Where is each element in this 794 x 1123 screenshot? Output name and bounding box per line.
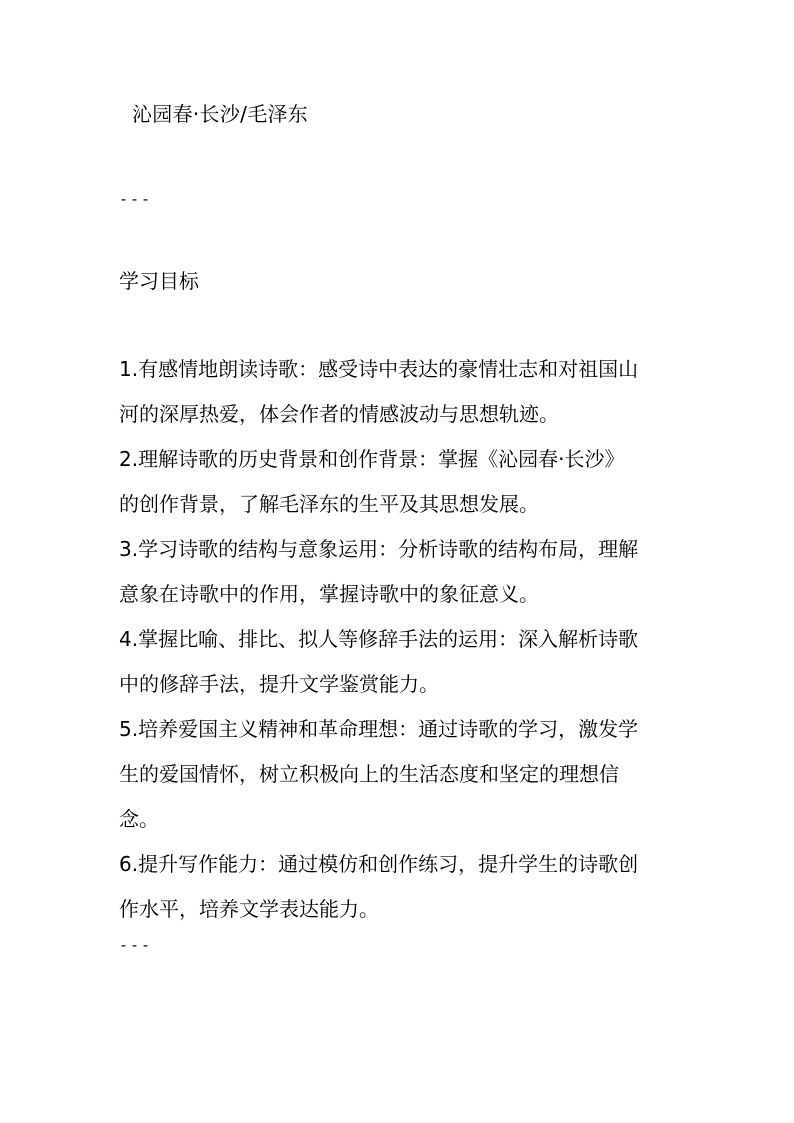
objective-line: 河的深厚热爱，体会作者的情感波动与思想轨迹。 bbox=[119, 402, 559, 426]
objective-line: 的创作背景，了解毛泽东的生平及其思想发展。 bbox=[119, 492, 539, 516]
objective-line: 4.掌握比喻、排比、拟人等修辞手法的运用：深入解析诗歌 bbox=[119, 627, 639, 651]
objective-line: 5.培养爱国主义精神和革命理想：通过诗歌的学习，激发学 bbox=[119, 717, 639, 741]
learning-objectives bbox=[119, 352, 638, 937]
objective-line: 意象在诗歌中的作用，掌握诗歌中的象征意义。 bbox=[119, 582, 539, 606]
objective-line: 3.学习诗歌的结构与意象运用：分析诗歌的结构布局，理解 bbox=[119, 537, 639, 561]
page-title: 沁园春·长沙/毛泽东 bbox=[132, 102, 309, 126]
objective-line: 作水平，培养文学表达能力。 bbox=[119, 897, 379, 921]
bottom-divider: --- bbox=[119, 936, 153, 954]
objective-line: 生的爱国情怀，树立积极向上的生活态度和坚定的理想信 bbox=[119, 762, 619, 786]
objective-line: 2.理解诗歌的历史背景和创作背景：掌握《沁园春·长沙》 bbox=[119, 447, 625, 471]
top-divider: --- bbox=[119, 190, 153, 208]
objective-line: 念。 bbox=[119, 807, 159, 831]
section-heading: 学习目标 bbox=[119, 269, 199, 293]
objective-line: 中的修辞手法，提升文学鉴赏能力。 bbox=[119, 672, 439, 696]
objective-line: 6.提升写作能力：通过模仿和创作练习，提升学生的诗歌创 bbox=[119, 852, 639, 876]
objective-line: 1.有感情地朗读诗歌：感受诗中表达的豪情壮志和对祖国山 bbox=[119, 357, 639, 381]
